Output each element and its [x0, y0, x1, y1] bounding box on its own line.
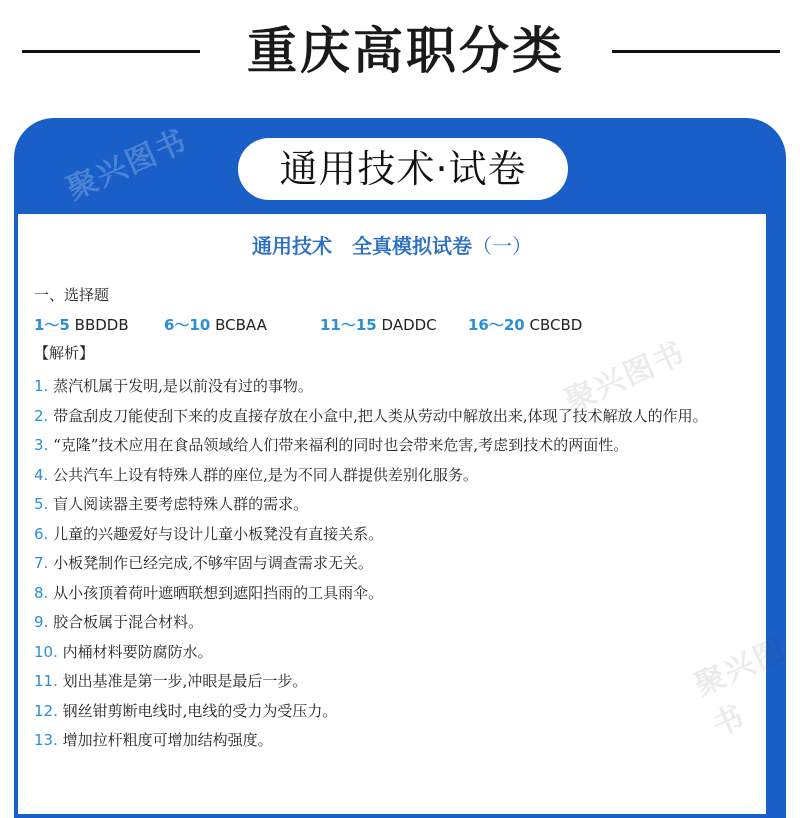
- item-number: 1.: [34, 377, 49, 395]
- list-item: [34, 579, 734, 609]
- item-text: 小板凳制作已经完成,不够牢固与调查需求无关。: [53, 554, 373, 572]
- list-item: [34, 726, 734, 756]
- item-number: 3.: [34, 436, 49, 454]
- list-item: [34, 549, 734, 579]
- paper-title-main: 通用技术 全真模拟试卷: [252, 234, 472, 258]
- subject-banner: 通用技术·试卷: [238, 138, 568, 200]
- item-number: 8.: [34, 583, 49, 602]
- item-number: 7.: [34, 554, 49, 572]
- item-number: 9.: [34, 613, 49, 631]
- answer-group: [468, 314, 582, 335]
- watermark: 聚兴图书: [689, 632, 792, 744]
- page-title: 重庆高职分类: [247, 22, 565, 80]
- section-heading: 一、选择题: [34, 286, 110, 304]
- item-text: 盲人阅读器主要考虑特殊人群的需求。: [53, 495, 309, 513]
- list-item: [34, 638, 734, 668]
- item-text: 划出基准是第一步,冲眼是最后一步。: [62, 672, 308, 690]
- answer-range: 16～20: [468, 316, 525, 334]
- paper-title: [18, 230, 766, 259]
- answer-letters: CBCBD: [529, 316, 583, 334]
- item-text: 钢丝钳剪断电线时,电线的受力为受压力。: [62, 701, 338, 720]
- answer-group: [320, 314, 437, 335]
- item-number: 12.: [34, 701, 58, 720]
- item-text: 从小孩顶着荷叶遮晒联想到遮阳挡雨的工具雨伞。: [53, 583, 384, 602]
- answer-letters: BBDDB: [74, 316, 129, 334]
- item-number: 4.: [34, 465, 49, 484]
- item-number: 11.: [34, 672, 58, 690]
- item-number: 5.: [34, 495, 49, 513]
- answer-group: [164, 314, 267, 335]
- list-item: [34, 431, 734, 461]
- item-text: 蒸汽机属于发明,是以前没有过的事物。: [53, 377, 313, 395]
- item-number: 6.: [34, 524, 49, 543]
- item-number: 2.: [34, 406, 49, 425]
- paper-title-suffix: （一）: [472, 234, 532, 258]
- list-item: [34, 372, 734, 402]
- answer-letters: DADDC: [381, 316, 437, 334]
- watermark: 聚兴图书: [61, 123, 194, 208]
- item-number: 10.: [34, 642, 58, 661]
- item-text: 儿童的兴趣爱好与设计儿童小板凳没有直接关系。: [53, 524, 384, 543]
- list-item: [34, 461, 734, 491]
- item-text: 内桶材料要防腐防水。: [62, 642, 213, 661]
- item-text: 增加拉杆粗度可增加结构强度。: [62, 731, 273, 749]
- watermark: 聚兴图书: [559, 335, 692, 420]
- item-text: 公共汽车上设有特殊人群的座位,是为不同人群提供差别化服务。: [53, 465, 478, 484]
- header-rule-right: [612, 50, 780, 53]
- item-text: 带盒刮皮刀能使刮下来的皮直接存放在小盒中,把人类从劳动中解放出来,体现了技术解放人的作用。: [53, 406, 708, 425]
- answer-range: 11～15: [320, 316, 377, 334]
- analysis-list: [34, 372, 734, 756]
- answer-range: 6～10: [164, 316, 211, 334]
- answer-range: 1～5: [34, 316, 70, 334]
- header-rule-left: [22, 50, 200, 53]
- analysis-heading: 【解析】: [34, 344, 95, 362]
- list-item: [34, 667, 734, 697]
- list-item: [34, 520, 734, 550]
- item-text: “克隆”技术应用在食品领域给人们带来福利的同时也会带来危害,考虑到技术的两面性。: [53, 436, 629, 454]
- list-item: [34, 608, 734, 638]
- list-item: [34, 490, 734, 520]
- item-number: 13.: [34, 731, 58, 749]
- answer-letters: BCBAA: [215, 316, 267, 334]
- list-item: [34, 402, 734, 432]
- list-item: [34, 697, 734, 727]
- item-text: 胶合板属于混合材料。: [53, 613, 204, 631]
- answer-group: [34, 314, 129, 335]
